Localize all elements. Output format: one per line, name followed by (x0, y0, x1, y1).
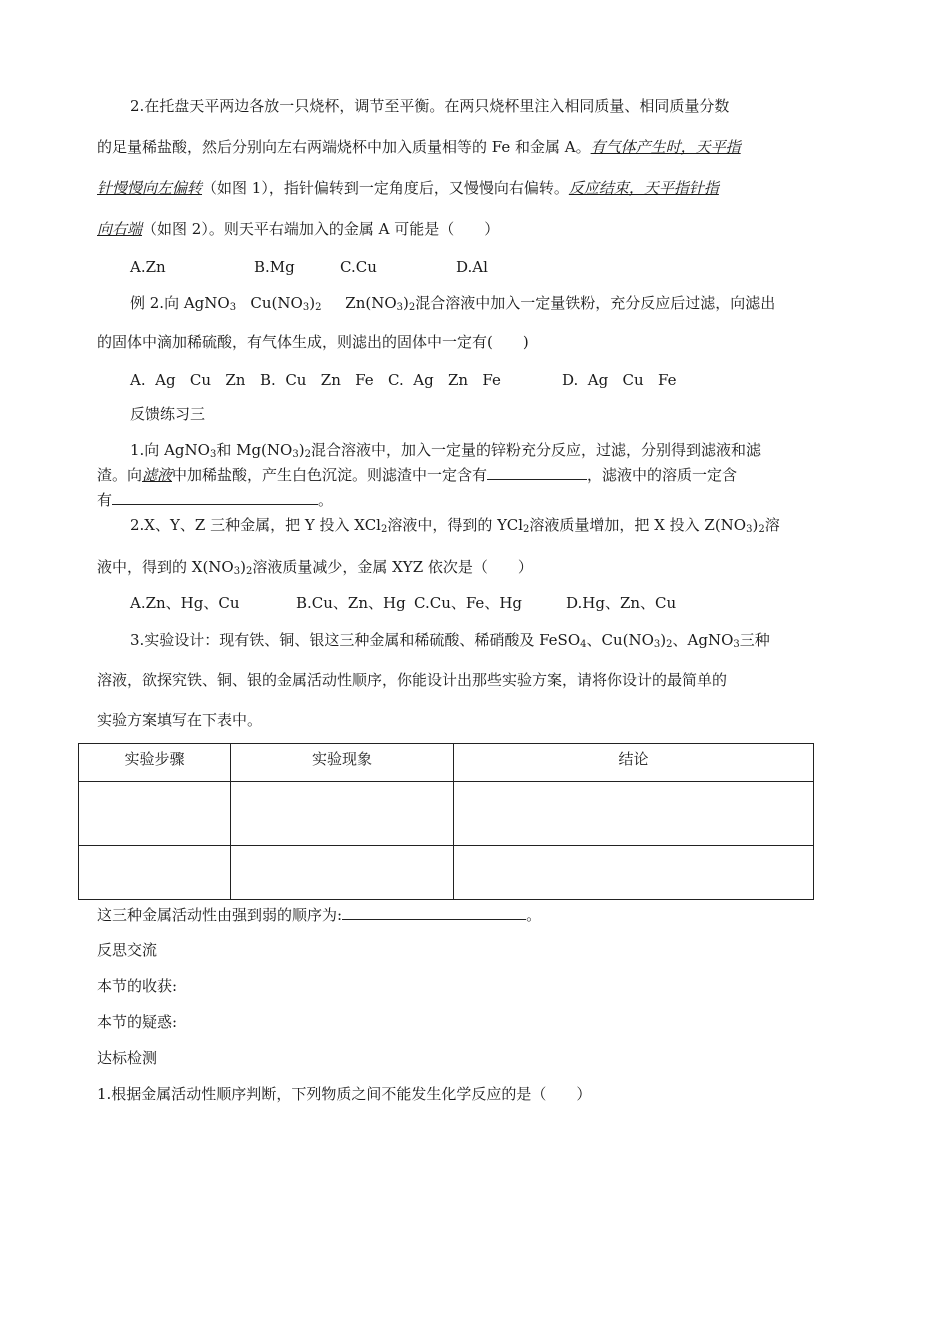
gain-line: 本节的收获: (97, 977, 178, 995)
q2-option-a: A.Zn (130, 258, 166, 276)
ex2-option-c: C. Ag Zn Fe (388, 371, 501, 389)
table-header-phenomenon: 实验现象 (231, 744, 454, 782)
f2-option-d: D.Hg、Zn、Cu (566, 594, 677, 612)
f3-line-3: 实验方案填写在下表中。 (97, 711, 263, 729)
f2-options (130, 593, 676, 613)
q2-line-4: 向右端（如图 2）。则天平右端加入的金属 A 可能是（ ） (97, 220, 500, 238)
answer-blank[interactable] (342, 905, 526, 920)
t1-line: 1.根据金属活动性顺序判断，下列物质之间不能发生化学反应的是（ ） (97, 1085, 592, 1103)
doubt-line: 本节的疑惑: (97, 1013, 178, 1031)
ex2-options (130, 370, 676, 390)
table-header-step: 实验步骤 (79, 744, 231, 782)
ex2-line-1: 例 2.向 AgNO$_3$ $Cu(NO_3)_2$ $Zn(NO_3)_2$混合溶液中加入一定量铁粉，充分反应后过滤，向滤出 (130, 294, 776, 313)
table-cell[interactable] (231, 846, 454, 900)
experiment-table (78, 743, 814, 900)
q2-line-2: 的足量稀盐酸，然后分别向左右两端烧杯中加入质量相等的 Fe 和金属 A。有气体产生时，天平指 (97, 138, 741, 156)
q2-option-b: B.Mg (254, 258, 295, 276)
ex2-option-a: A. Ag Cu Zn (130, 371, 246, 389)
f1-line-3: 有 。 (97, 491, 334, 509)
order-line: 这三种金属活动性由强到弱的顺序为: 。 (97, 906, 542, 924)
q2-option-d: D.Al (456, 258, 488, 276)
q2-line-3: 针慢慢向左偏转（如图 1），指针偏转到一定角度后，又慢慢向右偏转。反应结束，天平指针指 (97, 179, 719, 197)
f2-option-a: A.Zn、Hg、Cu (130, 594, 240, 612)
f2-line-1: 2.X、Y、Z 三种金属，把 Y 投入 XCl$_2$溶液中，得到的 YCl$_2$溶液质量增加，把 X 投入 $Z(NO_3)_2$溶 (130, 516, 780, 535)
table-cell[interactable] (79, 846, 231, 900)
f1-line-1: 1.向 AgNO$_3$和 $Mg(NO_3)_2$混合溶液中，加入一定量的锌粉充分反应，过滤，分别得到滤液和滤 (130, 441, 761, 460)
table-header-row (79, 744, 814, 782)
f3-line-1: 3.实验设计：现有铁、铜、银这三种金属和稀硫酸、稀硝酸及 FeSO$_4$、$Cu(NO_3)_2$、AgNO$_3$三种 (130, 631, 770, 650)
table-row (79, 782, 814, 846)
table-cell[interactable] (454, 846, 814, 900)
q2-line-1: 2.在托盘天平两边各放一只烧杯，调节至平衡。在两只烧杯里注入相同质量、相同质量分数 (130, 97, 730, 115)
f1-line-2: 渣。向滤液中加稀盐酸，产生白色沉淀。则滤渣中一定含有 ，滤液中的溶质一定含 (97, 466, 738, 484)
f2-option-c: C.Cu、Fe、Hg (414, 594, 522, 612)
table-header-conclusion: 结论 (454, 744, 814, 782)
table-row (79, 846, 814, 900)
reflect-title: 反思交流 (97, 941, 158, 959)
answer-blank[interactable] (112, 490, 318, 505)
q2-option-c: C.Cu (340, 258, 377, 276)
f2-line-2: 液中，得到的 $X(NO_3)_2$溶液质量减少，金属 XYZ 依次是（ ） (97, 558, 533, 577)
f3-line-2: 溶液，欲探究铁、铜、银的金属活动性顺序，你能设计出那些实验方案，请将你设计的最简单的 (97, 671, 728, 689)
ex2-option-d: D. Ag Cu Fe (562, 371, 677, 389)
ex2-option-b: B. Cu Zn Fe (260, 371, 374, 389)
table-cell[interactable] (454, 782, 814, 846)
test-title: 达标检测 (97, 1049, 158, 1067)
q2-options (130, 257, 488, 277)
f2-option-b: B.Cu、Zn、Hg (296, 594, 406, 612)
answer-blank[interactable] (487, 465, 587, 480)
table-cell[interactable] (79, 782, 231, 846)
ex2-line-2: 的固体中滴加稀硫酸，有气体生成，则滤出的固体中一定有( ) (97, 333, 529, 351)
table-cell[interactable] (231, 782, 454, 846)
feedback-title: 反馈练习三 (130, 405, 206, 423)
